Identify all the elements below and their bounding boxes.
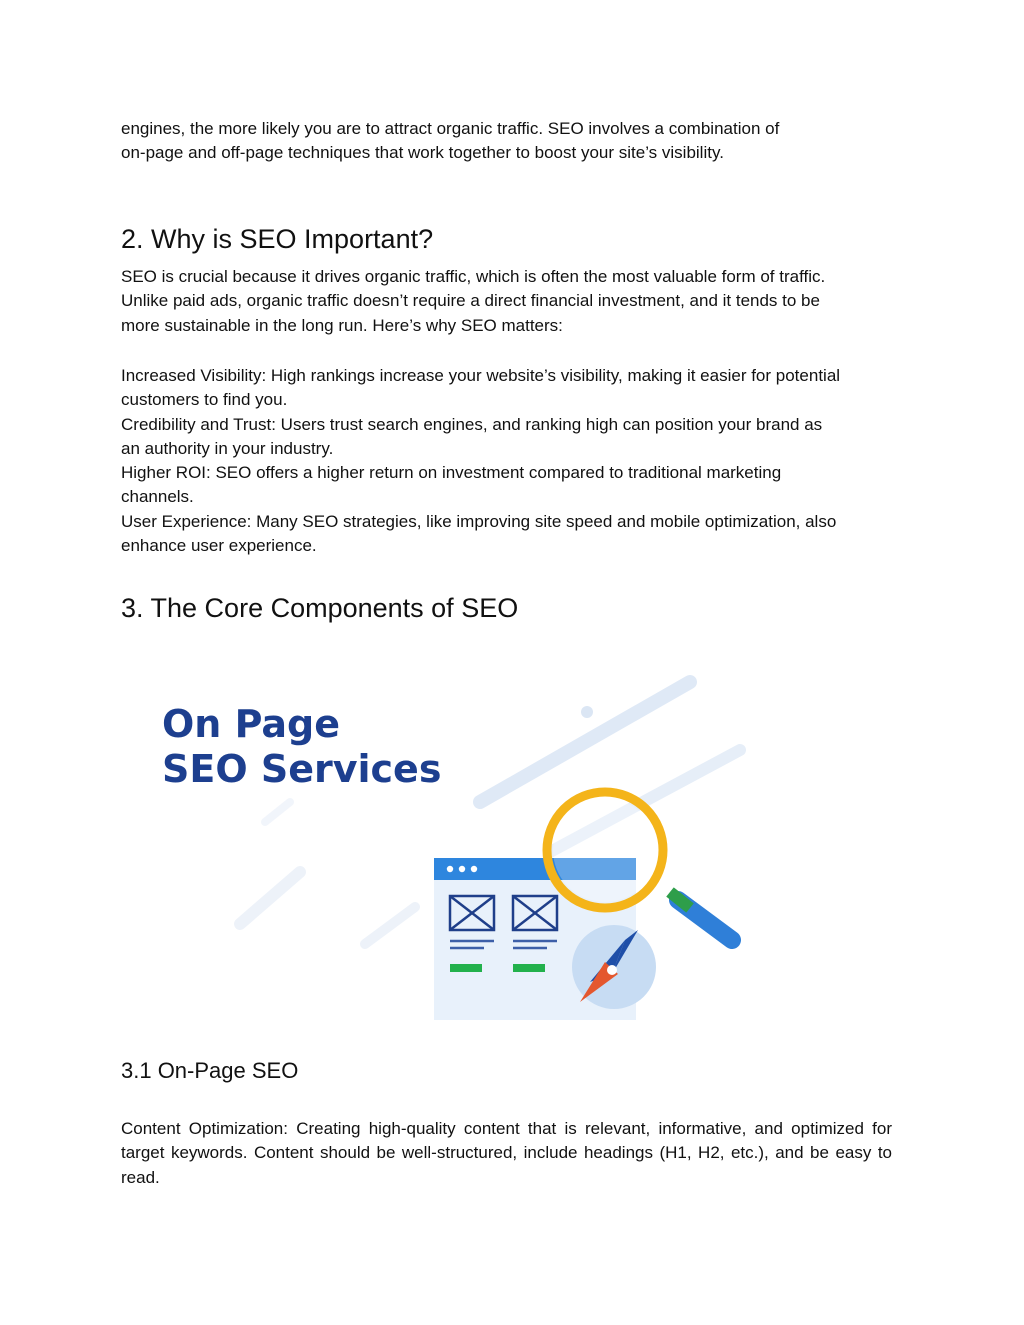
reason-roi-line-2: channels. bbox=[121, 487, 194, 507]
intro-line-2: on-page and off-page techniques that work together to boost your site’s visibility. bbox=[121, 143, 724, 163]
compass-icon bbox=[572, 925, 656, 1009]
section-2-intro-line-2: Unlike paid ads, organic traffic doesn’t require a direct financial investment, and it tends to be bbox=[121, 291, 820, 311]
section-2-heading: 2. Why is SEO Important? bbox=[121, 224, 434, 254]
on-page-seo-illustration bbox=[150, 662, 790, 1024]
section-2-intro-line-3: more sustainable in the long run. Here’s why SEO matters: bbox=[121, 315, 563, 335]
reasons-list bbox=[121, 364, 896, 558]
banner-title-line-2: SEO Services bbox=[162, 747, 442, 791]
reason-ux-line-1: User Experience: Many SEO strategies, like improving site speed and mobile optimization, also bbox=[121, 511, 837, 531]
intro-line-1: engines, the more likely you are to attract organic traffic. SEO involves a combination of bbox=[121, 119, 780, 138]
reason-credibility-line-1: Credibility and Trust: Users trust search engines, and ranking high can position your brand as bbox=[121, 414, 823, 434]
reason-visibility-line-2: customers to find you. bbox=[121, 390, 288, 410]
section-2-intro bbox=[121, 265, 896, 338]
reason-credibility-line-2: an authority in your industry. bbox=[121, 438, 334, 458]
reason-roi-line-1: Higher ROI: SEO offers a higher return on investment compared to traditional marketing bbox=[121, 463, 782, 483]
content-optimization-paragraph: Content Optimization: Creating high-quality content that is relevant, informative, and optimized for target keywords. Content should be well-structured, include headings (H1, H2, etc.), and be easy to read. bbox=[121, 1119, 892, 1187]
section-2-intro-line-1: SEO is crucial because it drives organic traffic, which is often the most valuable form of traffic. bbox=[121, 267, 826, 286]
reason-ux-line-2: enhance user experience. bbox=[121, 536, 317, 556]
section-3-1-heading: 3.1 On-Page SEO bbox=[121, 1058, 299, 1083]
reason-visibility-line-1: Increased Visibility: High rankings increase your website’s visibility, making it easier for potential bbox=[121, 366, 841, 385]
banner-title-line-1: On Page bbox=[162, 702, 341, 746]
section-3-heading: 3. The Core Components of SEO bbox=[121, 593, 519, 623]
intro-paragraph bbox=[121, 117, 896, 166]
